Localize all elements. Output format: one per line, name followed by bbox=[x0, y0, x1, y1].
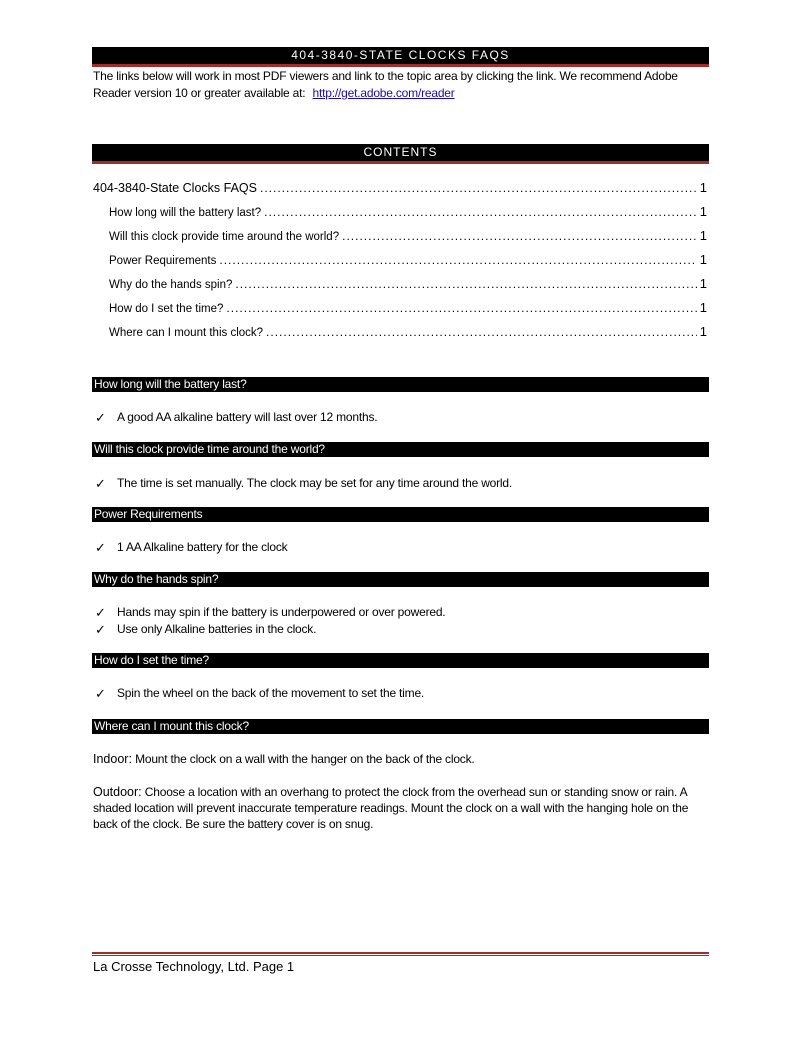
indoor-text: Mount the clock on a wall with the hanger on the back of the clock. bbox=[135, 752, 475, 766]
toc-leader-dots bbox=[235, 274, 696, 294]
indoor-paragraph bbox=[93, 751, 708, 767]
toc-leader-dots bbox=[264, 202, 697, 222]
toc-leader-dots bbox=[219, 250, 696, 270]
bullet-text: The time is set manually. The clock may be set for any time around the world. bbox=[117, 476, 513, 490]
toc-entry-settime[interactable] bbox=[93, 298, 707, 322]
toc-entry-label: How long will the battery last? bbox=[109, 207, 262, 219]
footer-rule-thin bbox=[92, 955, 709, 956]
bullet-text: Use only Alkaline batteries in the clock. bbox=[117, 622, 317, 636]
bullet-text: A good AA alkaline battery will last over 12 months. bbox=[117, 410, 378, 424]
bullet-item bbox=[95, 685, 424, 702]
toc-entry-label: Why do the hands spin? bbox=[109, 279, 233, 291]
toc-entry-battery[interactable] bbox=[93, 202, 707, 226]
section-heading-battery: How long will the battery last? bbox=[92, 377, 709, 392]
outdoor-paragraph bbox=[93, 784, 708, 832]
bullet-item bbox=[95, 604, 445, 621]
footer-rule bbox=[92, 952, 709, 954]
checkmark-icon: ✓ bbox=[95, 686, 106, 701]
adobe-reader-link[interactable]: http://get.adobe.com/reader bbox=[312, 86, 455, 100]
toc-page-number: 1 bbox=[699, 228, 707, 243]
toc-leader-dots bbox=[260, 178, 697, 198]
toc-leader-dots bbox=[266, 322, 697, 342]
toc-entry-label: Power Requirements bbox=[109, 255, 217, 267]
outdoor-label: Outdoor: bbox=[93, 785, 142, 799]
toc-leader-dots bbox=[342, 226, 697, 246]
toc-entry-label: Where can I mount this clock? bbox=[109, 327, 264, 339]
toc-entry-power[interactable] bbox=[93, 250, 707, 274]
toc-entry-mount[interactable] bbox=[93, 322, 707, 346]
contents-heading: CONTENTS bbox=[92, 144, 709, 164]
footer-text: La Crosse Technology, Ltd. Page 1 bbox=[93, 959, 295, 974]
section-heading-settime: How do I set the time? bbox=[92, 653, 709, 668]
toc-entry-spin[interactable] bbox=[93, 274, 707, 298]
toc-leader-dots bbox=[226, 298, 696, 318]
toc-page-number: 1 bbox=[699, 180, 707, 195]
bullet-item bbox=[95, 621, 316, 638]
bullet-text: Spin the wheel on the back of the movement to set the time. bbox=[117, 686, 425, 700]
checkmark-icon: ✓ bbox=[95, 476, 106, 491]
checkmark-icon: ✓ bbox=[95, 622, 106, 637]
checkmark-icon: ✓ bbox=[95, 605, 106, 620]
toc-entry-label: How do I set the time? bbox=[109, 303, 224, 315]
outdoor-text: Choose a location with an overhang to protect the clock from the overhead sun or standing snow or rain. A shaded location will prevent inaccurate temperature readings. Mount the clock on a wall with the hanging hole on the back of the clock. Be sure the battery cover is on snug. bbox=[93, 785, 689, 831]
toc-page-number: 1 bbox=[699, 252, 707, 267]
toc-entry-world[interactable] bbox=[93, 226, 707, 250]
toc-entry-label: Will this clock provide time around the world? bbox=[109, 231, 340, 243]
indoor-label: Indoor: bbox=[93, 752, 132, 766]
toc-page-number: 1 bbox=[699, 324, 707, 339]
checkmark-icon: ✓ bbox=[95, 410, 106, 425]
table-of-contents bbox=[93, 178, 707, 346]
checkmark-icon: ✓ bbox=[95, 540, 106, 555]
document-title: 404-3840-STATE CLOCKS FAQS bbox=[92, 47, 709, 67]
bullet-item bbox=[95, 475, 512, 492]
intro-paragraph bbox=[93, 68, 708, 102]
section-heading-world: Will this clock provide time around the world? bbox=[92, 442, 709, 457]
section-heading-power: Power Requirements bbox=[92, 507, 709, 522]
toc-entry-faqs[interactable] bbox=[93, 178, 707, 202]
section-heading-mount: Where can I mount this clock? bbox=[92, 719, 709, 734]
toc-page-number: 1 bbox=[699, 276, 707, 291]
section-heading-spin: Why do the hands spin? bbox=[92, 572, 709, 587]
toc-page-number: 1 bbox=[699, 204, 707, 219]
bullet-item bbox=[95, 539, 287, 556]
toc-page-number: 1 bbox=[699, 300, 707, 315]
intro-text: The links below will work in most PDF viewers and link to the topic area by clicking the link. We recommend Adobe Reader version 10 or greater available at: bbox=[93, 69, 678, 100]
toc-entry-label: 404-3840-State Clocks FAQS bbox=[93, 181, 257, 195]
bullet-item bbox=[95, 409, 377, 426]
bullet-text: 1 AA Alkaline battery for the clock bbox=[117, 540, 288, 554]
bullet-text: Hands may spin if the battery is underpowered or over powered. bbox=[117, 605, 446, 619]
